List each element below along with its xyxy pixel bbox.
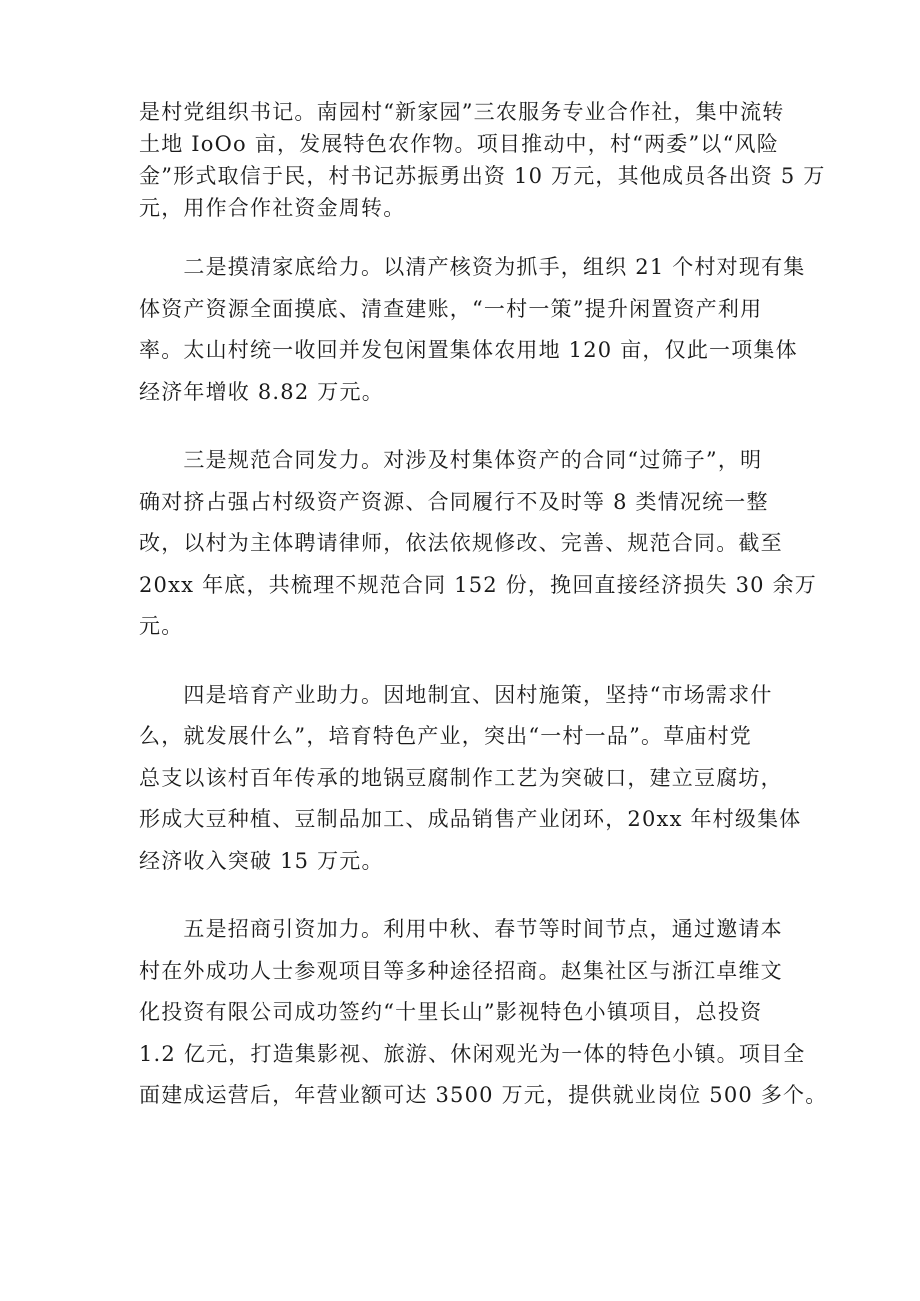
paragraph-line: 面建成运营后，年营业额可达 3500 万元，提供就业岗位 500 多个。 bbox=[139, 1083, 828, 1107]
paragraph-5 bbox=[139, 909, 828, 1117]
paragraph-line: 村在外成功人士参观项目等多种途径招商。赵集社区与浙江卓维文 bbox=[139, 958, 783, 983]
paragraph-line: 三是规范合同发力。对涉及村集体资产的合同“过筛子”，明 bbox=[139, 448, 763, 472]
paragraph-line: 四是培育产业助力。因地制宜、因村施策，坚持“市场需求什 bbox=[139, 682, 773, 707]
paragraph-line: 总支以该村百年传承的地锅豆腐制作工艺为突破口，建立豆腐坊， bbox=[139, 765, 783, 790]
paragraph-line: 金”形式取信于民，村书记苏振勇出资 10 万元，其他成员各出资 5 万 bbox=[139, 164, 826, 188]
paragraph-line: 是村党组织书记。南园村“新家园”三农服务专业合作社，集中流转 bbox=[139, 100, 785, 124]
paragraph-line: 体资产资源全面摸底、清查建账，“一村一策”提升闲置资产利用 bbox=[139, 296, 763, 321]
paragraph-line: 经济年增收 8.82 万元。 bbox=[139, 379, 384, 404]
document-body bbox=[139, 96, 828, 1117]
paragraph-line: 土地 IoOo 亩，发展特色农作物。项目推动中，村“两委”以“风险 bbox=[139, 132, 779, 156]
paragraph-line: 率。太山村统一收回并发包闲置集体农用地 120 亩，仅此一项集体 bbox=[139, 338, 798, 362]
paragraph-line: 确对挤占强占村级资产资源、合同履行不及时等 8 类情况统一整 bbox=[139, 489, 769, 514]
paragraph-line: 20xx 年底，共梳理不规范合同 152 份，挽回直接经济损失 30 余万 bbox=[139, 572, 817, 597]
paragraph-spacer bbox=[139, 413, 789, 440]
paragraph-line: 化投资有限公司成功签约“十里长山”影视特色小镇项目，总投资 bbox=[139, 1000, 763, 1024]
paragraph-line: 二是摸清家底给力。以清产核资为抓手，组织 21 个村对现有集 bbox=[139, 255, 806, 279]
paragraph-line: 元。 bbox=[139, 614, 184, 638]
paragraph-line: 改，以村为主体聘请律师，依法依规修改、完善、规范合同。截至 bbox=[139, 531, 783, 555]
paragraph-3 bbox=[139, 440, 817, 648]
paragraph-spacer bbox=[139, 224, 789, 247]
paragraph-spacer bbox=[139, 882, 789, 909]
paragraph-line: 么，就发展什么”，培育特色产业，突出“一村一品”。草庙村党 bbox=[139, 724, 753, 748]
paragraph-1 bbox=[139, 96, 826, 224]
paragraph-line: 形成大豆种植、豆制品加工、成品销售产业闭环，20xx 年村级集体 bbox=[139, 807, 802, 831]
paragraph-line: 五是招商引资加力。利用中秋、春节等时间节点，通过邀请本 bbox=[139, 917, 783, 941]
paragraph-4 bbox=[139, 675, 802, 883]
paragraph-spacer bbox=[139, 648, 789, 675]
paragraph-line: 元，用作合作社资金周转。 bbox=[139, 196, 406, 220]
paragraph-line: 1.2 亿元，打造集影视、旅游、休闲观光为一体的特色小镇。项目全 bbox=[139, 1041, 806, 1066]
paragraph-2 bbox=[139, 247, 806, 413]
paragraph-line: 经济收入突破 15 万元。 bbox=[139, 848, 384, 873]
